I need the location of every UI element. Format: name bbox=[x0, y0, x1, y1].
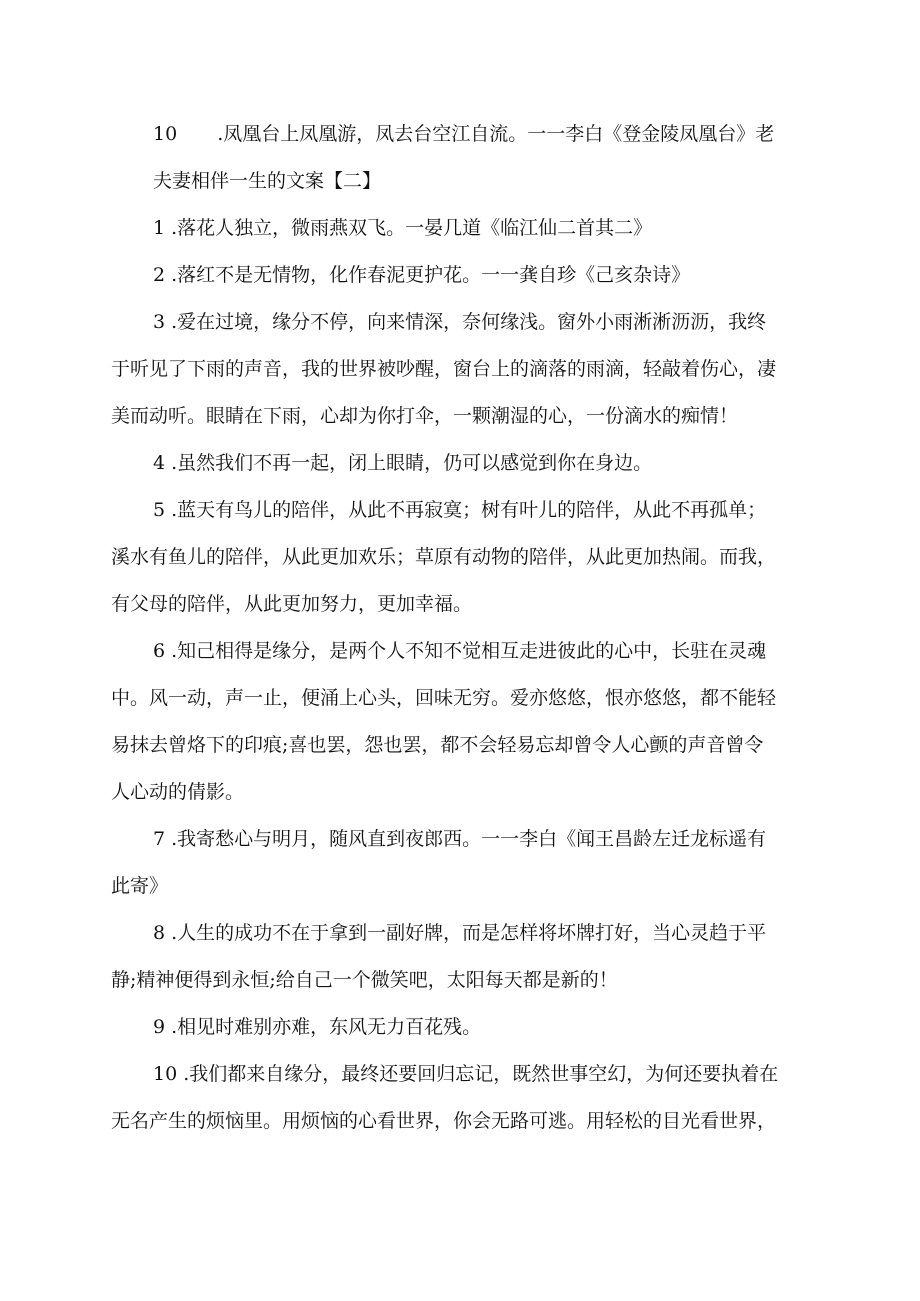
paragraph-line bbox=[111, 400, 811, 447]
line-text: 夫妻相伴一生的文案【二】 bbox=[153, 170, 382, 192]
paragraph-line bbox=[111, 494, 811, 541]
paragraph-line bbox=[111, 447, 811, 494]
paragraph-line bbox=[111, 353, 811, 400]
line-text: 6 .知己相得是缘分，是两个人不知不觉相互走进彼此的心中，长驻在灵魂 bbox=[153, 640, 767, 662]
line-text: 10 .我们都来自缘分，最终还要回归忘记，既然世事空幻，为何还要执着在 bbox=[153, 1063, 779, 1085]
paragraph-line bbox=[111, 823, 811, 870]
paragraph-line bbox=[111, 1058, 811, 1105]
line-text: 3 .爱在过境，缘分不停，向来情深，奈何缘浅。窗外小雨淅淅沥沥，我终 bbox=[153, 311, 767, 333]
paragraph-line bbox=[111, 682, 811, 729]
paragraph-line bbox=[111, 588, 811, 635]
paragraph-line bbox=[111, 306, 811, 353]
section-heading bbox=[111, 165, 811, 212]
paragraph-line bbox=[111, 964, 811, 1011]
line-text: 中。风一动，声一止，便涌上心头，回味无穷。爱亦悠悠，恨亦悠悠，都不能轻 bbox=[111, 687, 777, 709]
line-text: 人心动的倩影。 bbox=[111, 781, 245, 803]
paragraph-line bbox=[111, 870, 811, 917]
paragraph-line bbox=[111, 729, 811, 776]
item-number: 10 bbox=[153, 123, 178, 145]
line-text: 有父母的陪伴，从此更加努力，更加幸福。 bbox=[111, 593, 473, 615]
line-text: 静;精神便得到永恒;给自己一个微笑吧，太阳每天都是新的！ bbox=[111, 969, 618, 991]
line-text: 溪水有鱼儿的陪伴，从此更加欢乐；草原有动物的陪伴，从此更加热闹。而我， bbox=[111, 546, 777, 568]
line-text: 5 .蓝天有鸟儿的陪伴，从此不再寂寞；树有叶儿的陪伴，从此不再孤单； bbox=[153, 499, 767, 521]
line-text: 无名产生的烦恼里。用烦恼的心看世界，你会无路可逃。用轻松的目光看世界， bbox=[111, 1110, 777, 1132]
line-text: 9 .相见时难别亦难，东风无力百花残。 bbox=[153, 1016, 482, 1038]
paragraph-line bbox=[111, 541, 811, 588]
paragraph-line bbox=[111, 118, 811, 165]
document-body bbox=[111, 118, 811, 1152]
line-text: 7 .我寄愁心与明月，随风直到夜郎西。一一李白《闻王昌龄左迁龙标遥有 bbox=[153, 828, 767, 850]
paragraph-line bbox=[111, 259, 811, 306]
line-text: .凤凰台上凤凰游，凤去台空江自流。一一李白《登金陵凤凰台》老 bbox=[217, 123, 775, 145]
paragraph-line bbox=[111, 917, 811, 964]
line-text: 易抹去曾烙下的印痕;喜也罢，怨也罢，都不会轻易忘却曾令人心颤的声音曾令 bbox=[111, 734, 764, 756]
line-text: 美而动听。眼睛在下雨，心却为你打伞，一颗潮湿的心，一份滴水的痴情！ bbox=[111, 405, 739, 427]
paragraph-line bbox=[111, 635, 811, 682]
line-text: 4 .虽然我们不再一起，闭上眼睛，仍可以感觉到你在身边。 bbox=[153, 452, 653, 474]
line-text: 8 .人生的成功不在于拿到一副好牌，而是怎样将坏牌打好，当心灵趋于平 bbox=[153, 922, 767, 944]
line-text: 此寄》 bbox=[111, 875, 169, 897]
line-text: 于听见了下雨的声音，我的世界被吵醒，窗台上的滴落的雨滴，轻敲着伤心，凄 bbox=[111, 358, 777, 380]
paragraph-line bbox=[111, 776, 811, 823]
paragraph-line bbox=[111, 1011, 811, 1058]
paragraph-line bbox=[111, 212, 811, 259]
line-text: 2 .落红不是无情物，化作春泥更护花。一一龚自珍《己亥杂诗》 bbox=[153, 264, 691, 286]
paragraph-line bbox=[111, 1105, 811, 1152]
line-text: 1 .落花人独立，微雨燕双飞。一晏几道《临江仙二首其二》 bbox=[153, 217, 653, 239]
